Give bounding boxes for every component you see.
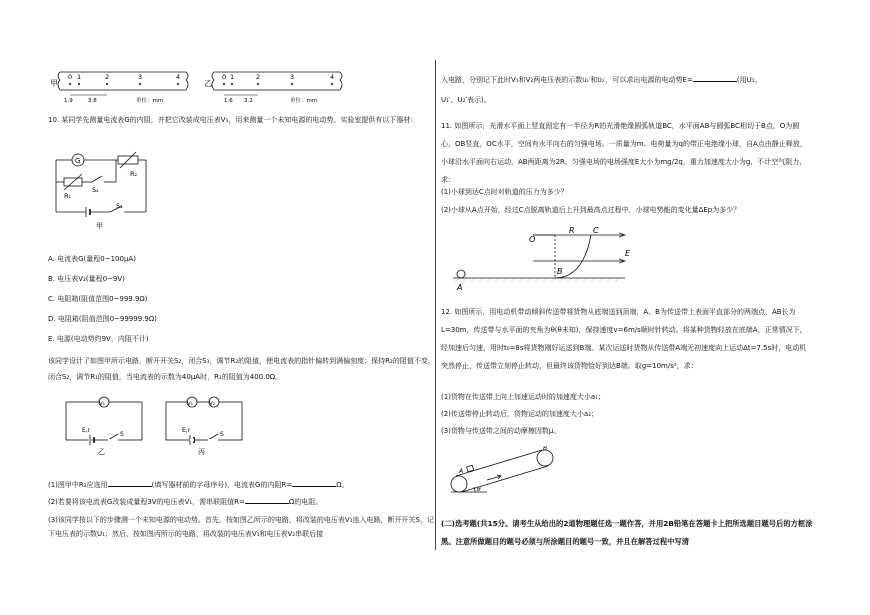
q10-stem: 10. 某同学先测量电流表G的内阻，并把它改装成电压表V₁，用来测量一个未知电源的电动势。实验室提供有以下器材： [48, 116, 418, 124]
ruler-figures [48, 62, 348, 112]
ruler-yi [204, 72, 342, 104]
ruler-yi-tick-4: 4 [330, 73, 335, 81]
fig2-er-label: E,r [82, 427, 91, 434]
q11-fig-o: O [529, 235, 536, 244]
ruler-jia-tick-0: 0 [68, 73, 73, 81]
ruler-yi-tick-1: 1 [230, 73, 235, 81]
ruler-jia [50, 72, 188, 104]
circuit-fig-yi [62, 396, 152, 458]
ruler-yi-dim1: 1.6 [224, 98, 233, 104]
column-divider [435, 60, 436, 550]
ruler-yi-dim2: 3.2 [244, 98, 253, 104]
fig1-caption: 甲 [96, 222, 103, 230]
q11-fig-r: R [569, 226, 575, 235]
q10-option-b: B. 电压表V₂(量程0~9V) [48, 275, 125, 283]
q12-fig-b: B [543, 446, 548, 452]
fig1-r2-label: R₂ [130, 170, 138, 178]
q10-sub3: (3)该同学按以下的步骤测一个未知电源的电动势。首先，按如图乙所示的电路，将改装的电压表V₁连入电路，断开开关S，记下电压表的示数U₁；然后，按如图丙所示的电路，将改装的电压表V₁和电压表V₂串联后接 [48, 516, 434, 538]
ruler-yi-tick-3: 3 [290, 73, 295, 81]
q12-fig-theta: θ [477, 486, 481, 493]
q12-fig-a: A [459, 468, 464, 475]
ruler-jia-unit: 单位：mm [136, 98, 164, 104]
fig2-caption: 乙 [98, 448, 105, 456]
q12-q2: (2)传送带停止转动后，货物运动的加速度大小a₂； [441, 410, 599, 418]
ruler-jia-dim1: 1.9 [64, 98, 73, 104]
q11-q1: (1)小球到达C点时对轨道的压力为多少？ [441, 188, 568, 196]
q10-sub2-blank[interactable] [245, 496, 289, 504]
circuit-fig-jia [50, 148, 160, 248]
q11-fig-c: C [593, 226, 599, 235]
q12-stem: 12. 如图所示，用电动机带动倾斜传送带将货物从底端送到顶端，A、B为传送带上表面平直部分的两端点，AB长为L=30m，传送带与水平面的夹角为θ(θ未知)，保持速度v=6m/s顺时针转动。将某种货物轻放在底端A，正常情况下，经加速后匀速，用时t₀=8s将货物刚好运送到B端。某次运送时货物从传送带A端无初速度向上运动Δt=7.5s时，电动机突然停止，传送带立刻停止转动，但最终该货物恰好到达B端。取g=10m/s²，求： [441, 308, 807, 370]
q11-fig-b: B [557, 267, 563, 276]
q12-q3: (3)货物与传送带之间的动摩擦因数μ。 [441, 427, 561, 435]
ruler-jia-tick-3: 3 [138, 73, 143, 81]
ruler-jia-label: 甲 [50, 79, 58, 88]
fig3-caption: 丙 [198, 448, 205, 456]
ruler-yi-tick-2: 2 [256, 73, 261, 81]
q10-sub1-blank-1[interactable] [108, 479, 152, 487]
q12-q1: (1)货物在传送带上向上加速运动时的加速度大小a₁； [441, 393, 606, 401]
q10-option-d: D. 电阻箱(阻值范围0~99999.9Ω) [48, 315, 157, 323]
q10-emf-blank[interactable] [693, 74, 737, 82]
fig3-s-label: S [220, 431, 224, 438]
q11-stem: 11. 如图所示，光滑水平面上竖直固定有一半径为R的光滑绝缘圆弧轨道BC，水平面AB与圆弧BC相切于B点，O为圆心，OB竖直，OC水平，空间有水平向右的匀强电场。一质量为m、电荷量为q的带正电绝缘小球，自A点由静止释放，小球沿水平面向右运动，AB两距离为2R，匀强电场的电场强度E大小为mg/2q，重力加速度大小为g，不计空气阻力，求： [441, 122, 807, 184]
ruler-yi-label: 乙 [204, 79, 212, 88]
q12-figure [447, 446, 567, 496]
ruler-jia-tick-4: 4 [176, 73, 181, 81]
fig3-er-label: E,r [182, 427, 191, 434]
q11-figure [453, 220, 633, 292]
q10-sub1-blank-2[interactable] [292, 479, 336, 487]
fig1-s1-label: S₁ [116, 202, 123, 210]
ruler-yi-tick-0: 0 [222, 73, 227, 81]
q10-cont-line1: 入电路，分别记下此时V₁和V₂两电压表的示数U₁′和U₂′，可以求出电源的电动势E= (用U₁、 [441, 76, 762, 84]
circuit-fig-bing [162, 396, 252, 458]
q10-option-e: E. 电源(电动势约9V，内阻不计) [48, 335, 149, 343]
q10-sub2: (2)若要将该电流表G改装成量程3V的电压表V₁，需串联阻值R= Ω的电阻。 [48, 498, 323, 506]
ruler-jia-tick-2: 2 [105, 73, 110, 81]
fig3-v1-label: V₁ [187, 401, 193, 407]
ruler-jia-dim2: 3.8 [88, 98, 97, 104]
q11-fig-e: E [625, 249, 631, 258]
fig2-s-label: S [120, 431, 124, 438]
fig1-g-label: G [75, 157, 81, 165]
q10-option-a: A. 电流表G(量程0~100μA) [48, 255, 136, 263]
fig2-v1-label: V₁ [99, 401, 105, 407]
q10-sub1: (1)图甲中R₂应选用 (填写器材前的字母序号)，电流表G的内阻R= Ω。 [48, 481, 349, 489]
elective-instructions: (二)选考题(共15分。请考生从给出的2道物理题任选一题作答，并用2B铅笔在答题卡上把所选题目题号后的方框涂黑。注意所做题目的题号必须与所涂题目的题号一致，并且在解答过程中写清 [441, 519, 813, 546]
q10-option-c: C. 电阻箱(阻值范围0~999.9Ω) [48, 295, 148, 303]
ruler-yi-unit: 单位：mm [290, 98, 318, 104]
fig1-r1-label: R₁ [64, 192, 72, 200]
fig3-v2-label: V₂ [209, 401, 215, 407]
fig1-s2-label: S₂ [92, 186, 99, 194]
q10-para1: 该同学设计了如图甲所示电路，断开开关S₂，闭合S₁，调节R₂的阻值，使电流表的指针偏转到满偏刻度；保持R₂的阻值不变，闭合S₂，调节R₁的阻值，当电流表的示数为40μA时，R₁的阻值为400.0Ω。 [48, 357, 435, 381]
q10-cont-line2: U₁′、U₂′表示)。 [441, 96, 491, 104]
q11-q2: (2)小球从A点开始，经过C点脱离轨道后上升到最高点过程中，小球电势能的变化量ΔEp为多少？ [441, 206, 741, 214]
q11-fig-a: A [457, 283, 463, 292]
ruler-jia-tick-1: 1 [77, 73, 82, 81]
